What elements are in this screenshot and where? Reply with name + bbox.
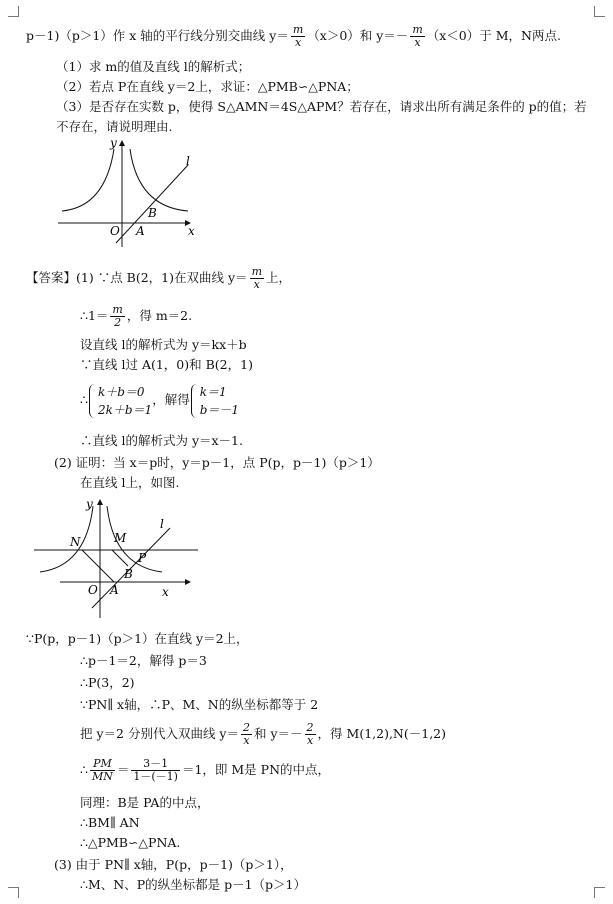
segment-an	[82, 550, 114, 582]
label-p: P	[138, 551, 147, 565]
label-o: O	[110, 224, 120, 238]
label-b: B	[124, 567, 133, 581]
hyperbola-right-branch	[130, 149, 188, 211]
label-a: A	[136, 224, 145, 238]
fraction-pm-over-mn: $\frac{PM}{MN}$	[91, 757, 113, 783]
label-y: y	[110, 136, 117, 150]
proof-line-11: ∴M、N、P的纵坐标都是 p－1（p＞1）	[80, 877, 306, 892]
answer-line-8: 在直线 l上，如图.	[80, 475, 180, 490]
proof-line-1: ∵P(p，p－1)（p＞1）在直线 y＝2上，	[26, 631, 249, 646]
hyperbola-left-branch	[62, 149, 114, 211]
fraction-2-over-x: $\frac{2}{x}$	[243, 721, 250, 747]
answer-line-4: ∵直线 l过 A(1，0)和 B(2，1)	[80, 357, 253, 372]
proof-line-9: ∴△PMB∽△PNA.	[80, 835, 181, 850]
label-x: x	[162, 585, 169, 599]
fraction-2-over-x-neg: $\frac{2}{x}$	[306, 721, 314, 747]
figure-2-graph	[30, 494, 205, 624]
label-a: A	[110, 583, 119, 597]
proof-line-5: 把 y＝2 分别代入双曲线 y＝ $\frac{2}{x}$ 和 y＝－ $\frac{2}{x}$ ，得 M(1,2),N(－1,2)	[80, 721, 446, 747]
question-3-line-2: 不存在，请说明理由.	[56, 119, 173, 134]
label-m: M	[114, 531, 127, 545]
answer-line-3: 设直线 l的解析式为 y＝kx＋b	[80, 337, 247, 352]
line-l	[116, 165, 188, 243]
label-n: N	[70, 535, 81, 549]
solution-system: k＝1 b＝－1	[190, 383, 239, 419]
proof-line-7: 同理：B是 PA的中点，	[80, 795, 210, 810]
label-l: l	[186, 154, 190, 168]
fraction-3-1-over-1-neg1: $\frac{3-1}{1-(-1)}$	[133, 757, 178, 783]
label-b: B	[148, 206, 157, 220]
fraction-m-over-x-answer: $\frac{m}{x}$	[251, 265, 262, 291]
answer-line-5: ∴ k＋b＝0 2k＋b＝1 ，解得 k＝1 b＝－1	[80, 384, 240, 417]
corner-mark-top-left	[8, 6, 19, 17]
hyperbola-left-branch	[40, 506, 93, 572]
answer-line-1: 【答案】(1) ∵点 B(2，1)在双曲线 y＝ $\frac{m}{x}$ 上，	[26, 265, 292, 291]
corner-mark-top-right	[594, 6, 605, 17]
proof-line-10: (3) 由于 PN∥ x轴，P(p，p－1)（p＞1），	[54, 857, 293, 872]
segment-bm	[112, 550, 128, 566]
question-2: （2）若点 P在直线 y＝2上，求证：△PMB∽△PNA；	[56, 79, 359, 94]
answer-line-6: ∴直线 l的解析式为 y＝x－1.	[80, 433, 243, 448]
question-1: （1）求 m的值及直线 l的解析式；	[56, 59, 251, 74]
label-y: y	[86, 497, 93, 511]
label-o: O	[88, 583, 98, 597]
label-x: x	[188, 224, 195, 238]
proof-line-8: ∴BM∥ AN	[80, 815, 140, 830]
proof-line-6: ∴ $\frac{PM}{MN}$ ＝ $\frac{3-1}{1-(-1)}$ ＝1，即 M是 PN的中点，	[80, 757, 331, 783]
corner-mark-bottom-left	[8, 887, 19, 898]
fraction-m-over-x-2: $\frac{m}{x}$	[412, 23, 423, 49]
question-3-line-1: （3）是否存在实数 p，使得 S△AMN＝4S△APM？若存在，请求出所有满足条件的 p的值；若	[56, 99, 587, 114]
equation-system: k＋b＝0 2k＋b＝1	[88, 383, 152, 419]
proof-line-3: ∴P(3，2)	[80, 675, 135, 690]
figure-1-graph	[50, 135, 210, 255]
fraction-m-over-x: $\frac{m}{x}$	[292, 23, 304, 49]
label-l: l	[160, 517, 164, 531]
proof-line-4: ∵PN∥ x轴，∴P、M、N的纵坐标都等于 2	[80, 697, 319, 712]
answer-line-2: ∴1＝ $\frac{m}{2}$ ，得 m＝2.	[80, 303, 193, 329]
proof-line-2: ∴p－1＝2，解得 p＝3	[80, 653, 207, 668]
fraction-m-over-2: $\frac{m}{2}$	[112, 303, 123, 329]
problem-line-1: p－1)（p＞1）作 x 轴的平行线分别交曲线 y＝ $\frac{m}{x}$ （x＞0）和 y＝－ $\frac{m}{x}$ （x＜0）于 M，N两点.	[26, 23, 561, 49]
answer-line-7: (2) 证明：当 x＝p时，y＝p－1，点 P(p，p－1)（p＞1）	[54, 455, 380, 470]
